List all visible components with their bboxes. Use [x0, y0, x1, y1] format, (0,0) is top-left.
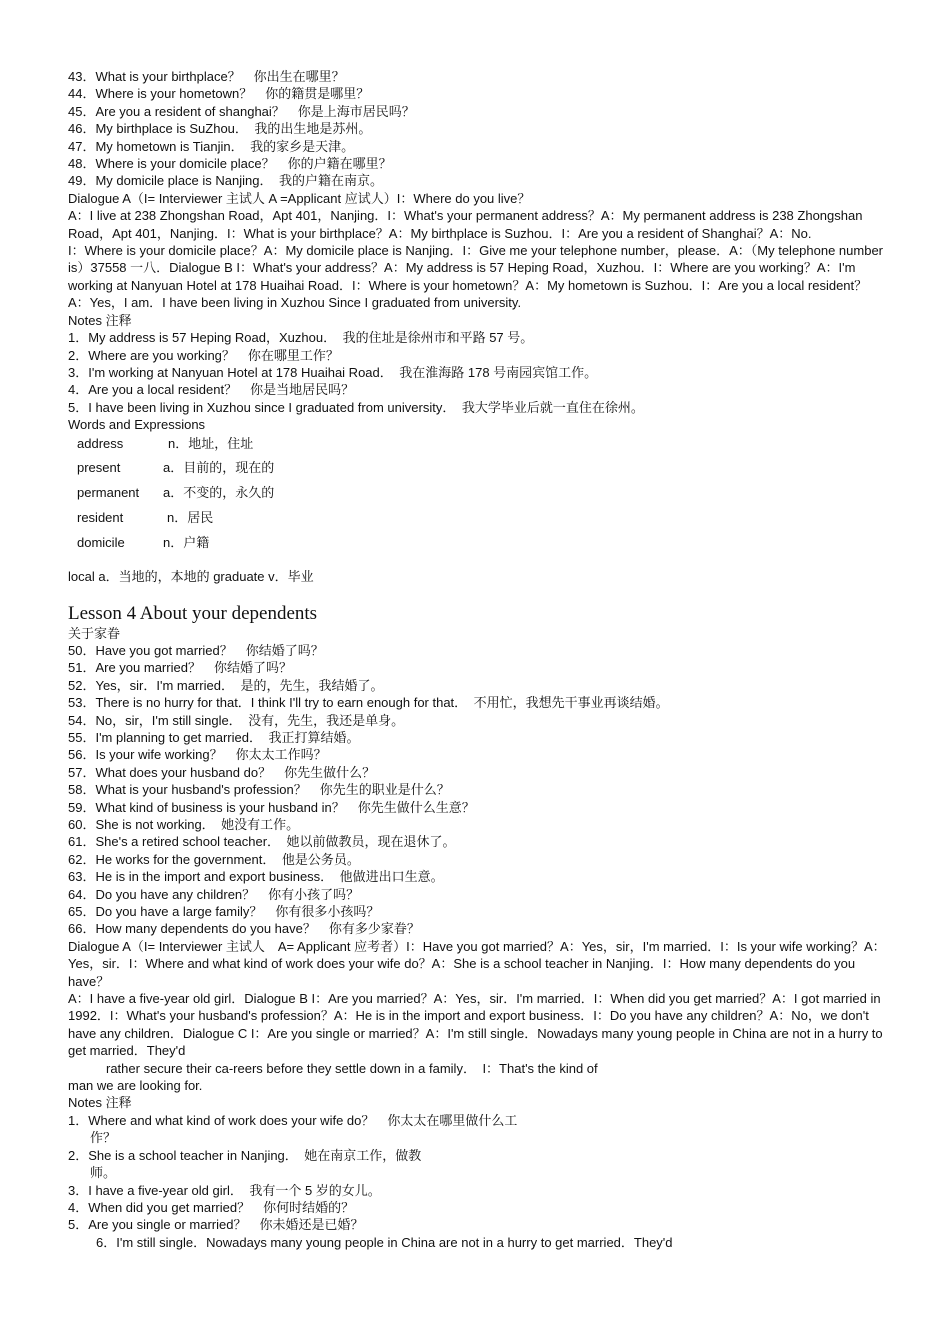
vocab-definition: n．居民: [167, 509, 214, 525]
list-item: 52．Yes，sir．I'm married． 是的，先生，我结婚了。: [68, 677, 384, 693]
list-item: 62．He works for the government． 他是公务员。: [68, 851, 360, 867]
note-item: 3．I have a five-year old girl． 我有一个 5 岁的女儿。: [68, 1182, 381, 1198]
dialogue-paragraph: Dialogue A（I= Interviewer 主试人 A =Applicant 应试人）I：Where do you live？: [68, 190, 531, 206]
section1-question-list: [68, 68, 888, 190]
list-item: 63．He is in the import and export business． 他做进出口生意。: [68, 869, 444, 885]
list-item: 43．What is your birthplace？ 你出生在哪里？: [68, 69, 345, 84]
local-graduate-line: local a．当地的，本地的 graduate v．毕业: [68, 568, 314, 584]
note-item: 3．I'm working at Nanyuan Hotel at 178 Huaihai Road． 我在淮海路 178 号南园宾馆工作。: [68, 364, 598, 380]
lesson4-notes-list: [68, 1112, 888, 1251]
vocab-row: [68, 458, 888, 478]
note-item: 4．When did you get married？ 你何时结婚的？: [68, 1199, 355, 1215]
lesson-title: Lesson 4 About your dependents: [68, 602, 318, 624]
list-item: 59．What kind of business is your husband in？ 你先生做什么生意？: [68, 799, 475, 815]
list-item: 46．My birthplace is SuZhou． 我的出生地是苏州。: [68, 121, 372, 137]
note-item: 2．She is a school teacher in Nanjing． 她在南京工作，做教: [68, 1147, 422, 1163]
list-item: 66．How many dependents do you have？ 你有多少家眷？: [68, 921, 420, 937]
note-item: 6．I'm still single．Nowadays many young people in China are not in a hurry to get married．They'd: [96, 1234, 673, 1250]
list-item: 61．She's a retired school teacher． 她以前做教员，现在退休了。: [68, 834, 456, 850]
vocab-definition: n．户籍: [163, 534, 210, 550]
list-item: 44．Where is your hometown？ 你的籍贯是哪里？: [68, 86, 370, 102]
note-item: 1．My address is 57 Heping Road，Xuzhou． 我的住址是徐州市和平路 57 号。: [68, 330, 534, 346]
vocab-definition: n．地址，住址: [168, 435, 254, 451]
list-item: 49．My domicile place is Nanjing． 我的户籍在南京。: [68, 173, 383, 189]
note-item: 5．I have been living in Xuzhou since I graduated from university． 我大学毕业后就一直住在徐州。: [68, 399, 644, 415]
list-item: 57．What does your husband do？ 你先生做什么？: [68, 764, 376, 780]
notes-heading: Notes 注释: [68, 312, 132, 328]
list-item: 56．Is your wife working？ 你太太工作吗？: [68, 747, 327, 763]
vocab-row: [68, 533, 888, 553]
lesson4-dialogue: [68, 938, 888, 1095]
dialogue-continuation-end: man we are looking for.: [68, 1078, 203, 1094]
list-item: 54．No，sir，I'm still single． 没有，先生，我还是单身。: [68, 712, 405, 728]
note-item: 2．Where are you working？ 你在哪里工作？: [68, 347, 339, 363]
vocab-row: [68, 508, 888, 528]
list-item: 64．Do you have any children？ 你有小孩了吗？: [68, 886, 360, 902]
dialogue-paragraph: I：Where is your domicile place？A：My domicile place is Nanjing．I：Give me your telephone number，please．A：（My telephone number is）37558 一八．Dialogue B I：What's your address？A：My address is 57 Heping Road，Xuzhou．I：Where are you working？A：I'm working at Nanyuan Hotel at 178 Huaihai Road．I：Where is your hometown？A：My hometown is Suzhou．I：Are you a local resident？A：Yes，I am．I have been living in Xuzhou Since I graduated from university.: [68, 243, 884, 311]
list-item: 53．There is no hurry for that．I think I'll try to earn enough for that． 不用忙，我想先干事业再谈结婚。: [68, 695, 669, 711]
note-item-wrap: 作？: [90, 1130, 117, 1146]
note-item-wrap: 师。: [90, 1165, 117, 1181]
vocab-row: [68, 434, 888, 454]
note-item: 5．Are you single or married？ 你未婚还是已婚？: [68, 1217, 364, 1233]
dialogue-continuation: rather secure their ca-reers before they settle down in a family． I：That's the kind of: [106, 1060, 598, 1076]
document-page: [68, 68, 888, 1251]
dialogue-paragraph: A：I have a five-year old girl．Dialogue B I：Are you married？A：Yes，sir．I'm married．I：When did you get married？A：I got married in 1992．I：What's your husband's profession？A：He is in the import and export business．I：Do you have any children？A：No，we don't have any children．Dialogue C I：Are you single or married？A：I'm still single．Nowadays many young people in China are not in a hurry to get married．They'd: [68, 991, 883, 1059]
list-item: 48．Where is your domicile place？ 你的户籍在哪里？: [68, 156, 392, 172]
list-item: 50．Have you got married？ 你结婚了吗？: [68, 642, 324, 658]
notes-heading: Notes 注释: [68, 1095, 132, 1111]
section1-dialogue: [68, 190, 888, 312]
dialogue-paragraph: A：I live at 238 Zhongshan Road，Apt 401，Nanjing．I：What's your permanent address？A：My permanent address is 238 Zhongshan Road，Apt 401，Nanjing．I：What is your birthplace？A：My birthplace is Suzhou．I：Are you a resident of Shanghai？A：No.: [68, 208, 863, 241]
list-item: 45．Are you a resident of shanghai？ 你是上海市居民吗？: [68, 103, 415, 119]
list-item: 58．What is your husband's profession？ 你先生的职业是什么？: [68, 782, 450, 798]
vocab-definition: a．目前的，现在的: [163, 460, 275, 476]
section1-notes-list: [68, 329, 888, 416]
vocab-row: [68, 483, 888, 503]
list-item: 55．I'm planning to get married． 我正打算结婚。: [68, 729, 360, 745]
lesson-subtitle: 关于家眷: [68, 625, 121, 641]
lesson4-question-list: [68, 642, 888, 938]
vocab-word: resident: [77, 509, 124, 525]
dialogue-paragraph: Dialogue A（I= Interviewer 主试人 A= Applicant 应考者）I：Have you got married？A：Yes，sir，I'm married．I：Is your wife working？A：Yes，sir．I：Where and what kind of work does your wife do？A：She is a school teacher in Nanjing．I：How many dependents do you have？: [68, 938, 886, 989]
vocab-word: permanent: [77, 485, 140, 501]
vocab-word: address: [77, 435, 124, 451]
vocabulary-list: [68, 434, 888, 553]
list-item: 51．Are you married？ 你结婚了吗？: [68, 660, 292, 676]
list-item: 47．My hometown is Tianjin． 我的家乡是天津。: [68, 138, 355, 154]
note-item: 4．Are you a local resident？ 你是当地居民吗？: [68, 382, 355, 398]
words-heading: Words and Expressions: [68, 417, 206, 433]
vocab-word: present: [77, 460, 121, 476]
list-item: 60．She is not working． 她没有工作。: [68, 816, 300, 832]
list-item: 65．Do you have a large family？ 你有很多小孩吗？: [68, 904, 380, 920]
vocab-definition: a．不变的，永久的: [163, 485, 275, 501]
note-item: 1．Where and what kind of work does your wife do？ 你太太在哪里做什么工: [68, 1112, 518, 1128]
vocab-word: domicile: [77, 534, 125, 550]
